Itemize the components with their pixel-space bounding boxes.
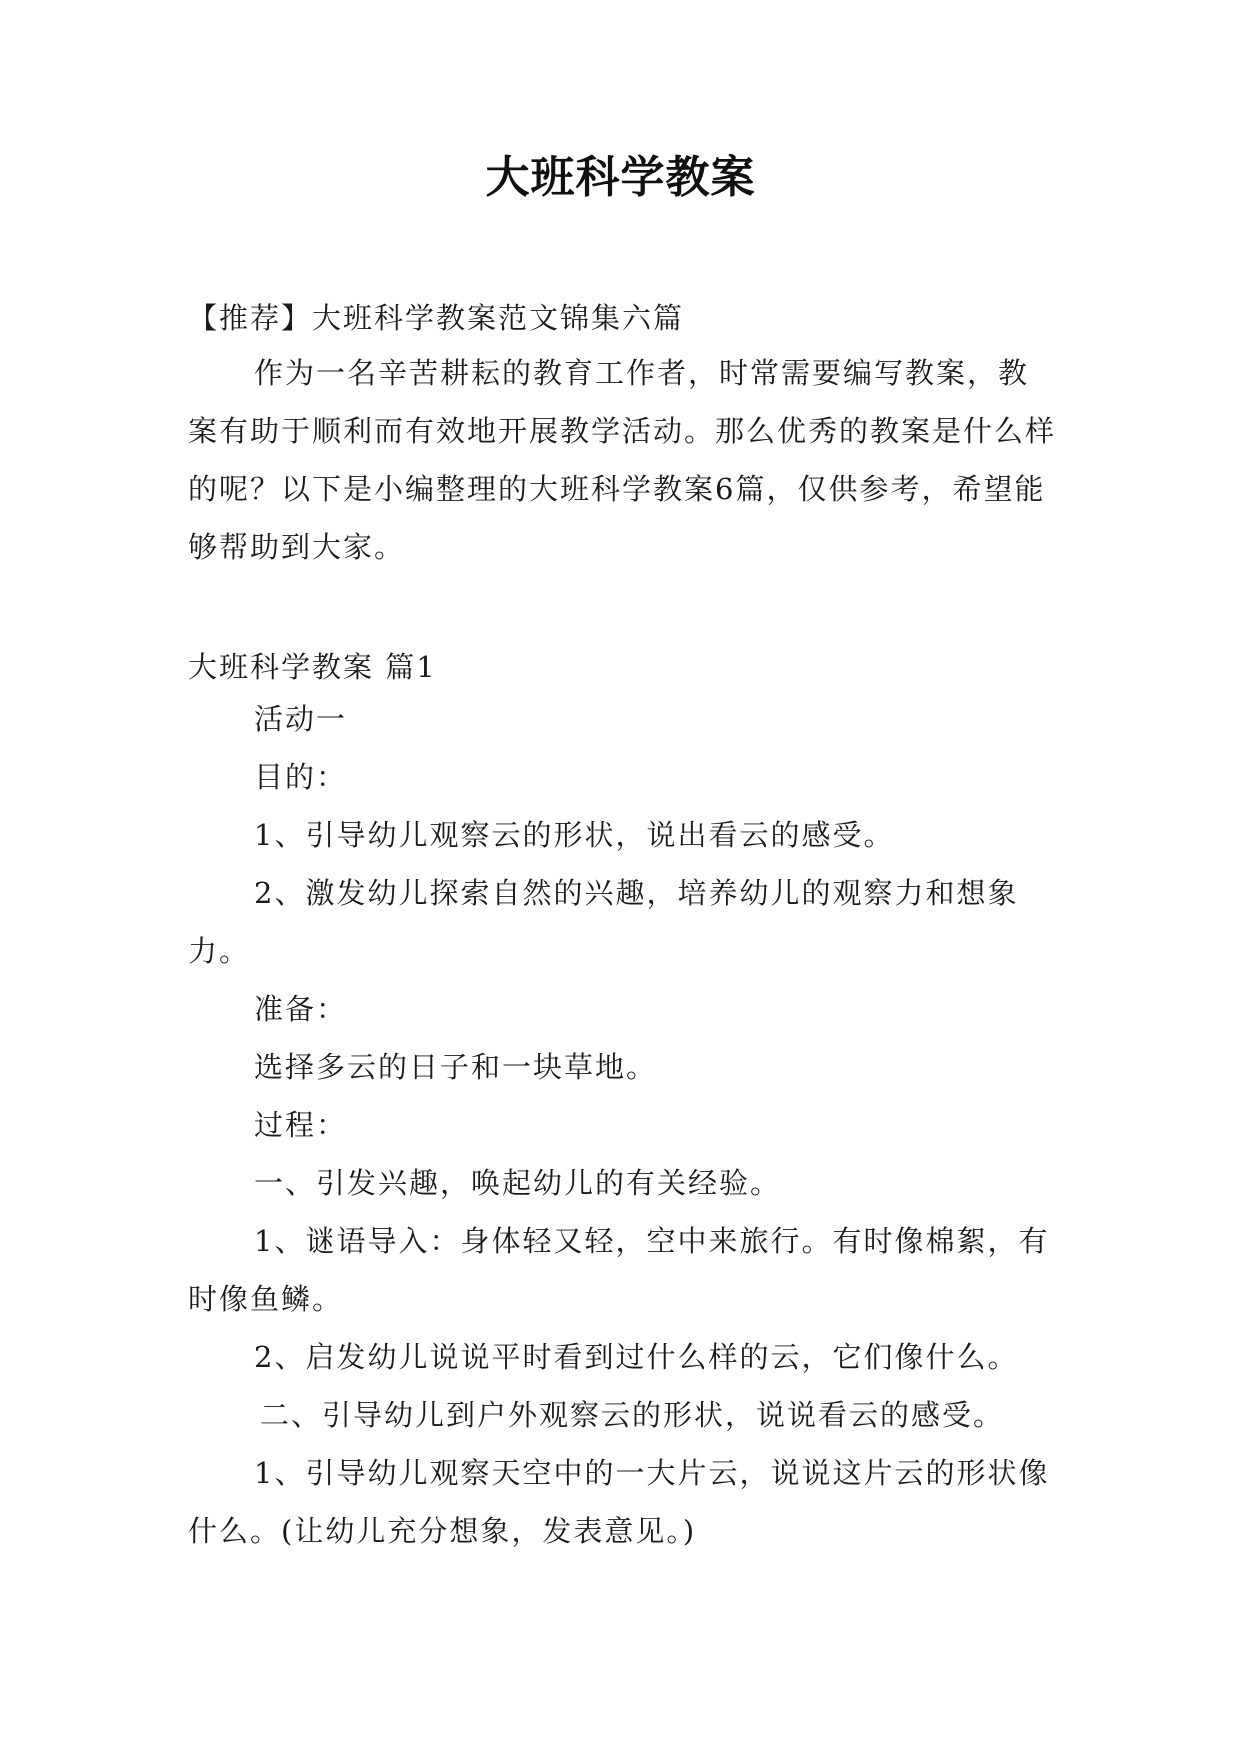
paragraph-process-step-1: 一、引发兴趣，唤起幼儿的有关经验。 <box>254 1166 782 1200</box>
paragraph-observe-cloud: 1、引导幼儿观察天空中的一大片云，说说这片云的形状像什么。(让幼儿充分想象，发表意见。) <box>188 1456 1050 1548</box>
paragraph-prepare-label: 准备： <box>254 992 348 1026</box>
paragraph-discuss-clouds: 2、启发幼儿说说平时看到过什么样的云，它们像什么。 <box>254 1340 1019 1374</box>
paragraph-activity-title: 活动一 <box>254 702 348 736</box>
paragraph-purpose-label: 目的： <box>254 760 348 794</box>
paragraph-prepare-content: 选择多云的日子和一块草地。 <box>254 1050 658 1084</box>
paragraph-riddle: 1、谜语导入：身体轻又轻，空中来旅行。有时像棉絮，有时像鱼鳞。 <box>188 1224 1050 1316</box>
document-title: 大班科学教案 <box>485 152 756 203</box>
section-content <box>188 690 1058 1560</box>
paragraph-purpose-1: 1、引导幼儿观察云的形状，说出看云的感受。 <box>254 818 895 852</box>
document-subtitle: 【推荐】大班科学教案范文锦集六篇 <box>188 301 685 335</box>
section-heading: 大班科学教案 篇1 <box>188 650 437 684</box>
intro-paragraph: 作为一名辛苦耕耘的教育工作者，时常需要编写教案，教案有助于顺利而有效地开展教学活动。那么优秀的教案是什么样的呢？以下是小编整理的大班科学教案6篇，仅供参考，希望能够帮助到大家。 <box>188 356 1057 564</box>
paragraph-process-label: 过程： <box>254 1108 348 1142</box>
paragraph-process-step-2: 二、引导幼儿到户外观察云的形状，说说看云的感受。 <box>260 1398 1005 1432</box>
paragraph-purpose-2: 2、激发幼儿探索自然的兴趣，培养幼儿的观察力和想象力。 <box>188 876 1019 968</box>
